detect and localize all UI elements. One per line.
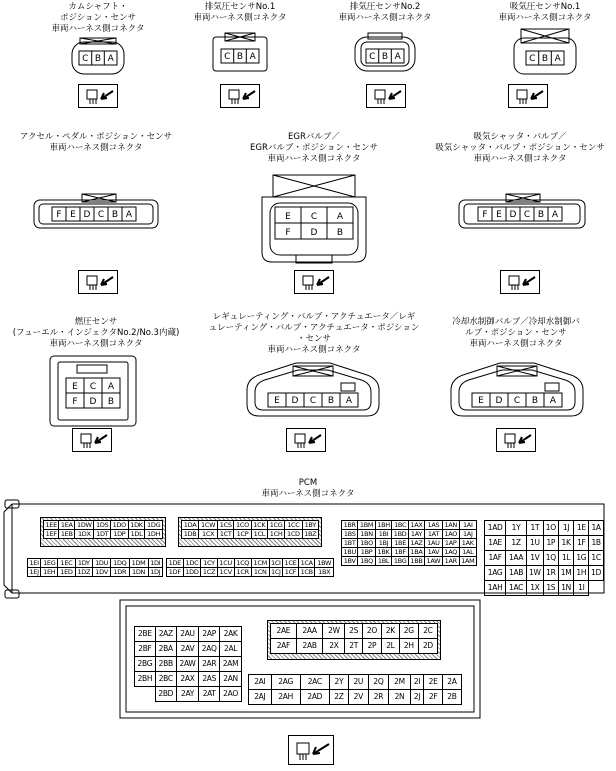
pcm-pin-g5-4-3: 1BG [392, 557, 409, 566]
cool-connector [451, 363, 583, 416]
cam-pin-b: B [94, 54, 102, 64]
accel-pin: C [97, 210, 105, 220]
pcm-pin-group-2 [181, 520, 319, 539]
pcm-pin-g5-4-4: 1BB [410, 557, 423, 565]
fuel-pin: B [107, 397, 115, 407]
pcm-pin-group-8 [270, 623, 438, 654]
pcm-pin-g4-1-7: 1CF [282, 568, 298, 577]
shutter-pin: F [482, 210, 488, 220]
exh1-sensor-title: 排気圧センサNo.1 車両ハーネス側コネクタ [193, 2, 287, 23]
accel-pin: A [125, 210, 133, 220]
connector-view-icon [500, 270, 540, 294]
pcm-pin-g6-3-5: 1H [574, 566, 589, 581]
pcm-pin-g5-2-5: 1AU [424, 539, 442, 548]
exh2-pin-a: A [394, 52, 401, 62]
pcm-pin-g4-1-8: 1CB [299, 568, 315, 577]
pcm-pin-g6-2-3: 1Q [543, 551, 558, 566]
pcm-pin-g6-2-6: 1C [589, 551, 604, 566]
pcm-pin-g5-3-1: 1BP [358, 548, 375, 557]
pcm-pin-g4-0-7: 1CE [282, 559, 298, 568]
accel-connector [34, 194, 158, 228]
accel-pin: B [111, 210, 119, 220]
exh1-pin-b: B [236, 52, 244, 62]
pcm-pin-g6-3-6: 1D [589, 566, 604, 581]
cam-pin-c: C [82, 54, 89, 64]
pcm-pin-g4-0-5: 1CM [251, 559, 269, 568]
pcm-pin-g8-1-2: 2X [323, 639, 345, 654]
pcm-pin-g6-4-5: 1I [574, 581, 589, 596]
pcm-pin-g6-4-0: 1AH [485, 581, 506, 596]
coolant-valve-title: 冷却水制御バルブ／冷却水制御バ ルブ・ポジション・センサ 車両ハーネス側コネクタ [452, 317, 580, 349]
pcm-pin-g4-0-0: 1DE [167, 559, 184, 568]
pcm-pin-g2-1-2: 1CT [218, 530, 234, 539]
exh2-sensor-title: 排気圧センサNo.2 車両ハーネス側コネクタ [338, 2, 432, 23]
pcm-pin-g5-0-1: 1BM [358, 521, 375, 530]
pcm-pin-g6-4-6 [589, 581, 604, 596]
pcm-pin-g5-2-4: 1AZ [410, 539, 423, 547]
fuel-pin: D [89, 397, 97, 407]
pcm-pin-group-3 [27, 558, 163, 577]
pcm-pin-g5-4-2: 1BL [375, 557, 392, 566]
pcm-pin-g4-0-6: 1CI [270, 559, 281, 567]
accel-sensor-title: アクセル・ペダル・ポジション・センサ 車両ハーネス側コネクタ [19, 132, 173, 153]
pcm-pin-g9-0-4: 2U [348, 675, 368, 690]
reg-pin: D [291, 396, 299, 406]
connector-view-icon [286, 428, 326, 452]
pcm-pin-g6-3-0: 1AG [485, 566, 506, 581]
pcm-pin-g3-0-3: 1DY [75, 559, 93, 568]
pcm-pin-g5-3-3: 1BF [392, 548, 409, 557]
fuel-pin: F [72, 397, 78, 407]
pcm-pin-g8-0-5: 2K [382, 624, 400, 639]
pcm-pin-g5-2-3: 1BE [392, 539, 409, 548]
pcm-title: PCM 車両ハーネス側コネクタ [261, 478, 355, 499]
pcm-pin-g6-3-4: 1M [558, 566, 574, 581]
pcm-pin-g5-3-0: 1BU [343, 548, 356, 556]
pcm-pin-group-5 [341, 520, 477, 566]
pcm-pin-g3-1-1: 1EH [41, 568, 58, 577]
pcm-pin-g7-4-0 [135, 687, 156, 702]
pcm-pin-g3-0-7: 1DI [148, 559, 162, 568]
pcm-pin-g1-0-4: 1DO [110, 521, 128, 530]
intake-pin-a: A [554, 54, 561, 64]
pcm-pin-g5-0-4: 1AX [410, 521, 423, 529]
pcm-pin-g7-2-4: 2AM [220, 657, 242, 672]
pcm-pin-g5-0-6: 1AN [442, 521, 459, 530]
pcm-pin-g2-1-7: 1BZ [302, 530, 319, 539]
pcm-pin-g5-3-6: 1AQ [444, 548, 458, 556]
pcm-pin-g7-2-1: 2BB [155, 657, 176, 672]
reg-pin: C [309, 396, 317, 406]
pcm-pin-g3-1-4: 1DV [93, 568, 111, 577]
pcm-pin-g6-2-1: 1AA [506, 551, 527, 566]
connector-view-icon [294, 270, 334, 294]
pcm-pin-g6-1-1: 1Z [506, 536, 527, 551]
connector-view-icon [508, 84, 548, 108]
pcm-pin-g2-1-5: 1CH [267, 530, 284, 539]
shutter-connector [459, 194, 585, 228]
pcm-pin-g6-3-2: 1W [526, 566, 543, 581]
pcm-pin-group-4 [166, 558, 334, 577]
pcm-pin-g2-0-4: 1CK [251, 521, 267, 530]
shutter-pin: B [537, 210, 545, 220]
reg-pin: E [274, 396, 280, 406]
cam-pin-a: A [107, 54, 114, 64]
exh2-pin-b: B [381, 52, 389, 62]
pcm-pin-g6-2-4: 1L [558, 551, 574, 566]
pcm-pin-g5-4-5: 1AW [424, 557, 442, 566]
cool-pin: E [478, 396, 484, 406]
pcm-pin-g6-3-3: 1R [543, 566, 558, 581]
pcm-pin-g5-3-7: 1AL [459, 548, 476, 557]
exh1-pin-a: A [249, 52, 256, 62]
pcm-pin-g9-0-2: 2AC [300, 675, 329, 690]
pcm-pin-g7-0-4: 2AK [220, 627, 242, 642]
pcm-pin-g6-0-3: 1O [543, 521, 558, 536]
pcm-pin-group-6 [484, 520, 604, 596]
pcm-pin-g5-0-2: 1BH [377, 521, 390, 529]
pcm-pin-g9-0-0: 2AI [249, 675, 272, 690]
egr-pin: F [285, 228, 291, 238]
pcm-pin-g4-0-9: 1BW [315, 559, 334, 568]
pcm-pin-g5-4-7: 1AM [459, 557, 476, 566]
pcm-pin-g5-1-2: 1BI [375, 530, 392, 539]
pcm-pin-g3-1-2: 1ED [58, 568, 75, 577]
pcm-pin-g7-0-2: 2AU [176, 627, 199, 642]
pcm-pin-g7-0-3: 2AP [199, 627, 220, 642]
pcm-pin-g3-0-2: 1EC [58, 559, 75, 568]
cool-pin: D [495, 396, 503, 406]
accel-pin: F [56, 210, 62, 220]
cam-sensor-title: カムシャフト・ ポジション・センサ 車両ハーネス側コネクタ [51, 2, 145, 34]
pcm-pin-g9-1-5: 2R [368, 690, 389, 705]
pcm-pin-g2-0-2: 1CS [218, 521, 234, 530]
connector-view-icon [220, 84, 260, 108]
pcm-pin-g5-0-3: 1BC [392, 521, 409, 530]
pcm-pin-g7-2-2: 2AW [176, 657, 199, 672]
pcm-pin-g4-0-8: 1CA [299, 559, 315, 568]
reg-connector [247, 363, 379, 416]
pcm-pin-g9-1-6: 2N [389, 690, 411, 705]
connector-view-icon [78, 84, 118, 108]
pcm-pin-g3-1-6: 1DN [129, 568, 148, 577]
pcm-pin-g1-0-5: 1DK [128, 521, 145, 530]
pcm-pin-g6-1-0: 1AE [485, 536, 506, 551]
pcm-pin-g1-1-5: 1DL [128, 530, 145, 539]
pcm-pin-g8-0-6: 2G [399, 624, 418, 639]
pcm-pin-g6-0-2: 1T [526, 521, 543, 536]
pcm-pin-g8-0-4: 2O [362, 624, 381, 639]
pcm-pin-group-7 [134, 626, 242, 702]
pcm-pin-g9-0-1: 2AG [271, 675, 300, 690]
shutter-pin: A [551, 210, 559, 220]
pcm-pin-g4-0-3: 1CU [217, 559, 234, 568]
intake-sensor-title: 吸気圧センサNo.1 車両ハーネス側コネクタ [498, 2, 592, 23]
pcm-pin-g5-1-0: 1BS [342, 530, 358, 539]
pcm-pin-g3-0-6: 1DM [129, 559, 148, 568]
connector-view-icon [288, 735, 334, 765]
reg-pin: B [327, 396, 335, 406]
pcm-pin-g7-2-3: 2AR [199, 657, 220, 672]
pcm-pin-g6-1-3: 1P [543, 536, 558, 551]
pcm-pin-g5-4-0: 1BV [342, 557, 358, 566]
pcm-pin-g2-1-6: 1CD [285, 530, 302, 539]
pcm-pin-g9-1-9: 2B [442, 690, 461, 705]
pcm-pin-g2-1-4: 1CL [251, 530, 267, 539]
pcm-pin-g6-1-5: 1F [574, 536, 589, 551]
pcm-pin-g7-4-2: 2AY [176, 687, 199, 702]
pcm-pin-g1-0-1: 1EA [60, 521, 73, 529]
pcm-pin-g6-2-2: 1V [526, 551, 543, 566]
pcm-pin-g7-3-0: 2BH [135, 672, 156, 687]
pcm-pin-g5-1-7: 1AJ [459, 530, 476, 539]
accel-pin: D [83, 210, 91, 220]
pcm-pin-g8-1-6: 2H [399, 639, 418, 654]
shutter-pin: D [509, 210, 517, 220]
pcm-pin-g5-4-6: 1AR [442, 557, 459, 566]
pcm-pin-g2-0-6: 1CC [285, 521, 302, 530]
pcm-pin-g6-0-0: 1AD [485, 521, 506, 536]
intake-connector [514, 29, 576, 74]
pcm-pin-g9-1-8: 2F [424, 690, 442, 705]
pcm-pin-g4-1-6: 1CJ [270, 568, 281, 576]
pcm-pin-g5-3-5: 1AV [424, 548, 442, 557]
cool-pin: C [513, 396, 521, 406]
pcm-pin-g9-0-6: 2M [389, 675, 411, 690]
pcm-pin-g9-0-9: 2A [442, 675, 461, 690]
pcm-pin-g8-1-7: 2D [418, 639, 437, 654]
connector-view-icon [496, 428, 536, 452]
pcm-pin-g3-1-7: 1DJ [148, 568, 162, 577]
pcm-pin-g3-1-0: 1EJ [29, 568, 39, 576]
pcm-pin-g2-0-7: 1BY [302, 521, 319, 530]
pcm-pin-g7-1-2: 2AV [176, 642, 199, 657]
pcm-pin-g6-1-4: 1K [558, 536, 574, 551]
pcm-pin-g6-3-1: 1AB [506, 566, 527, 581]
pcm-pin-g2-0-3: 1CO [234, 521, 251, 530]
pcm-pin-g6-4-3: 1S [543, 581, 558, 596]
pcm-pin-g7-1-0: 2BF [135, 642, 156, 657]
pcm-pin-g2-0-0: 1DA [182, 521, 199, 530]
pcm-pin-g8-0-1: 2AA [296, 624, 323, 639]
pcm-pin-g1-0-3: 1DS [94, 521, 110, 530]
egr-pin: A [336, 212, 344, 222]
pcm-pin-g9-1-7: 2J [410, 690, 424, 705]
accel-pin: E [70, 210, 76, 220]
connector-view-icon [72, 428, 112, 452]
pcm-pin-g1-0-2: 1DW [75, 521, 94, 530]
pcm-pin-g4-1-0: 1DF [167, 568, 184, 577]
pcm-pin-g6-0-4: 1J [558, 521, 574, 536]
fuel-pin: A [107, 382, 115, 392]
pcm-pin-g4-0-1: 1DC [183, 559, 201, 568]
pcm-pin-g9-1-1: 2AH [271, 690, 300, 705]
pcm-pin-g9-1-4: 2V [348, 690, 368, 705]
shutter-valve-title: 吸気シャッタ・バルブ／ 吸気シャッタ・バルブ・ポジション・センサ 車両ハーネス側コネクタ [435, 132, 605, 164]
pcm-pin-g5-3-2: 1BK [375, 548, 392, 557]
pcm-pin-g4-1-1: 1DD [183, 568, 201, 577]
pcm-pin-g6-0-6: 1A [589, 521, 604, 536]
connector-view-icon [78, 270, 118, 294]
pcm-pin-group-1 [43, 520, 163, 539]
pcm-pin-g7-1-3: 2AQ [199, 642, 220, 657]
pcm-pin-g6-1-2: 1U [526, 536, 543, 551]
pcm-pin-g1-1-1: 1EB [60, 530, 73, 538]
pcm-pin-g7-3-1: 2BC [155, 672, 176, 687]
intake-pin-b: B [541, 54, 549, 64]
pcm-pin-g3-0-4: 1DU [93, 559, 111, 568]
pcm-pin-g7-4-1: 2BD [155, 687, 176, 702]
pcm-pin-g5-0-5: 1AS [424, 521, 442, 530]
pcm-pin-g7-4-3: 2AT [199, 687, 220, 702]
egr-pin: C [310, 212, 318, 222]
pcm-pin-g4-1-5: 1CN [251, 568, 269, 577]
exh1-pin-c: C [224, 52, 231, 62]
pcm-pin-g8-0-3: 2S [345, 624, 362, 639]
pcm-pin-g2-1-0: 1DB [182, 530, 199, 539]
pcm-pin-g3-1-3: 1DZ [75, 568, 93, 577]
pcm-pin-g7-2-0: 2BG [135, 657, 156, 672]
pcm-pin-g7-3-3: 2AS [199, 672, 220, 687]
pcm-pin-g3-1-5: 1DR [111, 568, 129, 577]
pcm-pin-g7-0-1: 2AZ [155, 627, 176, 642]
pcm-pin-g5-1-3: 1BD [393, 530, 407, 538]
egr-valve-title: EGRバルブ／ EGRバルブ・ポジション・センサ 車両ハーネス側コネクタ [250, 132, 378, 164]
pcm-pin-g6-2-5: 1G [574, 551, 589, 566]
pcm-pin-g4-1-3: 1CV [217, 568, 234, 577]
pcm-pin-g5-2-2: 1BJ [375, 539, 392, 548]
pcm-pin-g7-1-1: 2BA [155, 642, 176, 657]
pcm-pin-g8-1-0: 2AF [271, 639, 297, 654]
fuel-pin: E [72, 382, 78, 392]
connector-view-icon [366, 84, 406, 108]
shutter-pin: C [523, 210, 531, 220]
fuel-pin: C [89, 382, 97, 392]
pcm-pin-g4-0-4: 1CQ [234, 559, 251, 568]
pcm-pin-g1-1-6: 1DH [145, 530, 163, 539]
pcm-pin-g9-0-7: 2I [410, 675, 424, 690]
pcm-pin-g5-0-0: 1BR [342, 521, 358, 530]
pcm-pin-g5-3-4: 1BA [410, 548, 423, 556]
pcm-pin-g6-4-2: 1X [526, 581, 543, 596]
pcm-pin-g6-4-1: 1AC [506, 581, 527, 596]
intake-pin-c: C [529, 54, 536, 64]
pcm-pin-g8-0-0: 2AE [271, 624, 297, 639]
exh2-pin-c: C [369, 52, 376, 62]
egr-pin: E [285, 212, 291, 222]
pcm-pin-g5-1-5: 1AT [424, 530, 442, 539]
pcm-pin-g8-1-4: 2P [362, 639, 381, 654]
pcm-pin-g2-0-1: 1CW [199, 521, 218, 530]
pcm-pin-g8-1-1: 2AB [296, 639, 323, 654]
shutter-pin: E [496, 210, 502, 220]
cool-pin: B [531, 396, 539, 406]
pcm-pin-g7-0-0: 2BE [135, 627, 156, 642]
pcm-pin-g4-1-2: 1CZ [201, 568, 217, 577]
pcm-pin-g5-4-1: 1BQ [358, 557, 375, 566]
pcm-pin-g3-0-1: 1EG [41, 559, 58, 568]
pcm-pin-g3-0-0: 1EI [29, 559, 39, 567]
pcm-pin-g7-3-4: 2AN [220, 672, 242, 687]
pcm-pin-g6-0-5: 1E [574, 521, 589, 536]
pcm-pin-g6-0-1: 1Y [506, 521, 527, 536]
pcm-pin-g2-1-3: 1CP [234, 530, 251, 539]
pcm-pin-g5-2-6: 1AP [442, 539, 459, 548]
pcm-pin-g5-2-7: 1AK [459, 539, 476, 548]
pcm-pin-g5-1-1: 1BN [358, 530, 375, 539]
pcm-pin-g5-2-0: 1BT [342, 539, 358, 548]
pcm-pin-g7-1-4: 2AL [220, 642, 242, 657]
reg-pin: A [345, 396, 353, 406]
pcm-pin-g1-0-0: 1EE [45, 521, 57, 529]
pcm-pin-g4-1-4: 1CR [234, 568, 251, 577]
pcm-pin-g5-0-7: 1AI [459, 521, 476, 530]
pcm-pin-g8-0-7: 2C [418, 624, 437, 639]
pcm-pin-g9-0-5: 2Q [368, 675, 389, 690]
pcm-pin-g6-2-0: 1AF [485, 551, 506, 566]
pcm-pin-g6-1-6: 1B [589, 536, 604, 551]
pcm-pin-g9-0-8: 2E [424, 675, 442, 690]
pcm-pin-g1-0-6: 1DG [145, 521, 163, 530]
egr-pin: D [310, 228, 318, 238]
pcm-pin-g8-1-3: 2T [345, 639, 362, 654]
pcm-pin-g9-1-2: 2AD [300, 690, 329, 705]
pcm-pin-g1-1-4: 1DP [110, 530, 128, 539]
pcm-pin-g2-1-1: 1CX [199, 530, 218, 539]
pcm-pin-g8-0-2: 2W [323, 624, 345, 639]
pcm-pin-g5-2-1: 1BO [358, 539, 375, 548]
pcm-pin-g2-0-5: 1CG [267, 521, 284, 530]
pcm-pin-g3-0-5: 1DQ [111, 559, 129, 568]
pcm-pin-g9-1-3: 2Z [329, 690, 348, 705]
pcm-pin-group-9 [248, 674, 462, 705]
pcm-pin-g1-1-0: 1EF [44, 530, 59, 539]
pcm-pin-g1-1-3: 1DT [94, 530, 110, 539]
pcm-pin-g5-1-4: 1AY [408, 530, 424, 539]
pcm-pin-g4-0-2: 1CY [201, 559, 217, 568]
pcm-pin-g5-1-6: 1AO [444, 530, 458, 538]
pcm-pin-g9-0-3: 2Y [329, 675, 348, 690]
pcm-pin-g6-4-4: 1N [558, 581, 574, 596]
reg-valve-title: レギュレーティング・バルブ・アクチュエータ／レギ ュレーティング・バルブ・アクチュエータ・ポジション ・センサ 車両ハーネス側コネクタ [208, 312, 420, 355]
egr-pin: B [336, 228, 344, 238]
cool-pin: A [549, 396, 557, 406]
pcm-pin-g4-1-9: 1BX [315, 568, 334, 577]
pcm-pin-g7-3-2: 2AX [176, 672, 199, 687]
pcm-pin-g1-1-2: 1DX [75, 530, 94, 539]
pcm-pin-g7-4-4: 2AO [220, 687, 242, 702]
pcm-pin-g9-1-0: 2AJ [249, 690, 272, 705]
pcm-pin-g8-1-5: 2L [382, 639, 400, 654]
fuel-sensor-title: 燃圧センサ (フューエル・インジェクタNo.2/No.3内蔵) 車両ハーネス側コネクタ [12, 317, 180, 349]
